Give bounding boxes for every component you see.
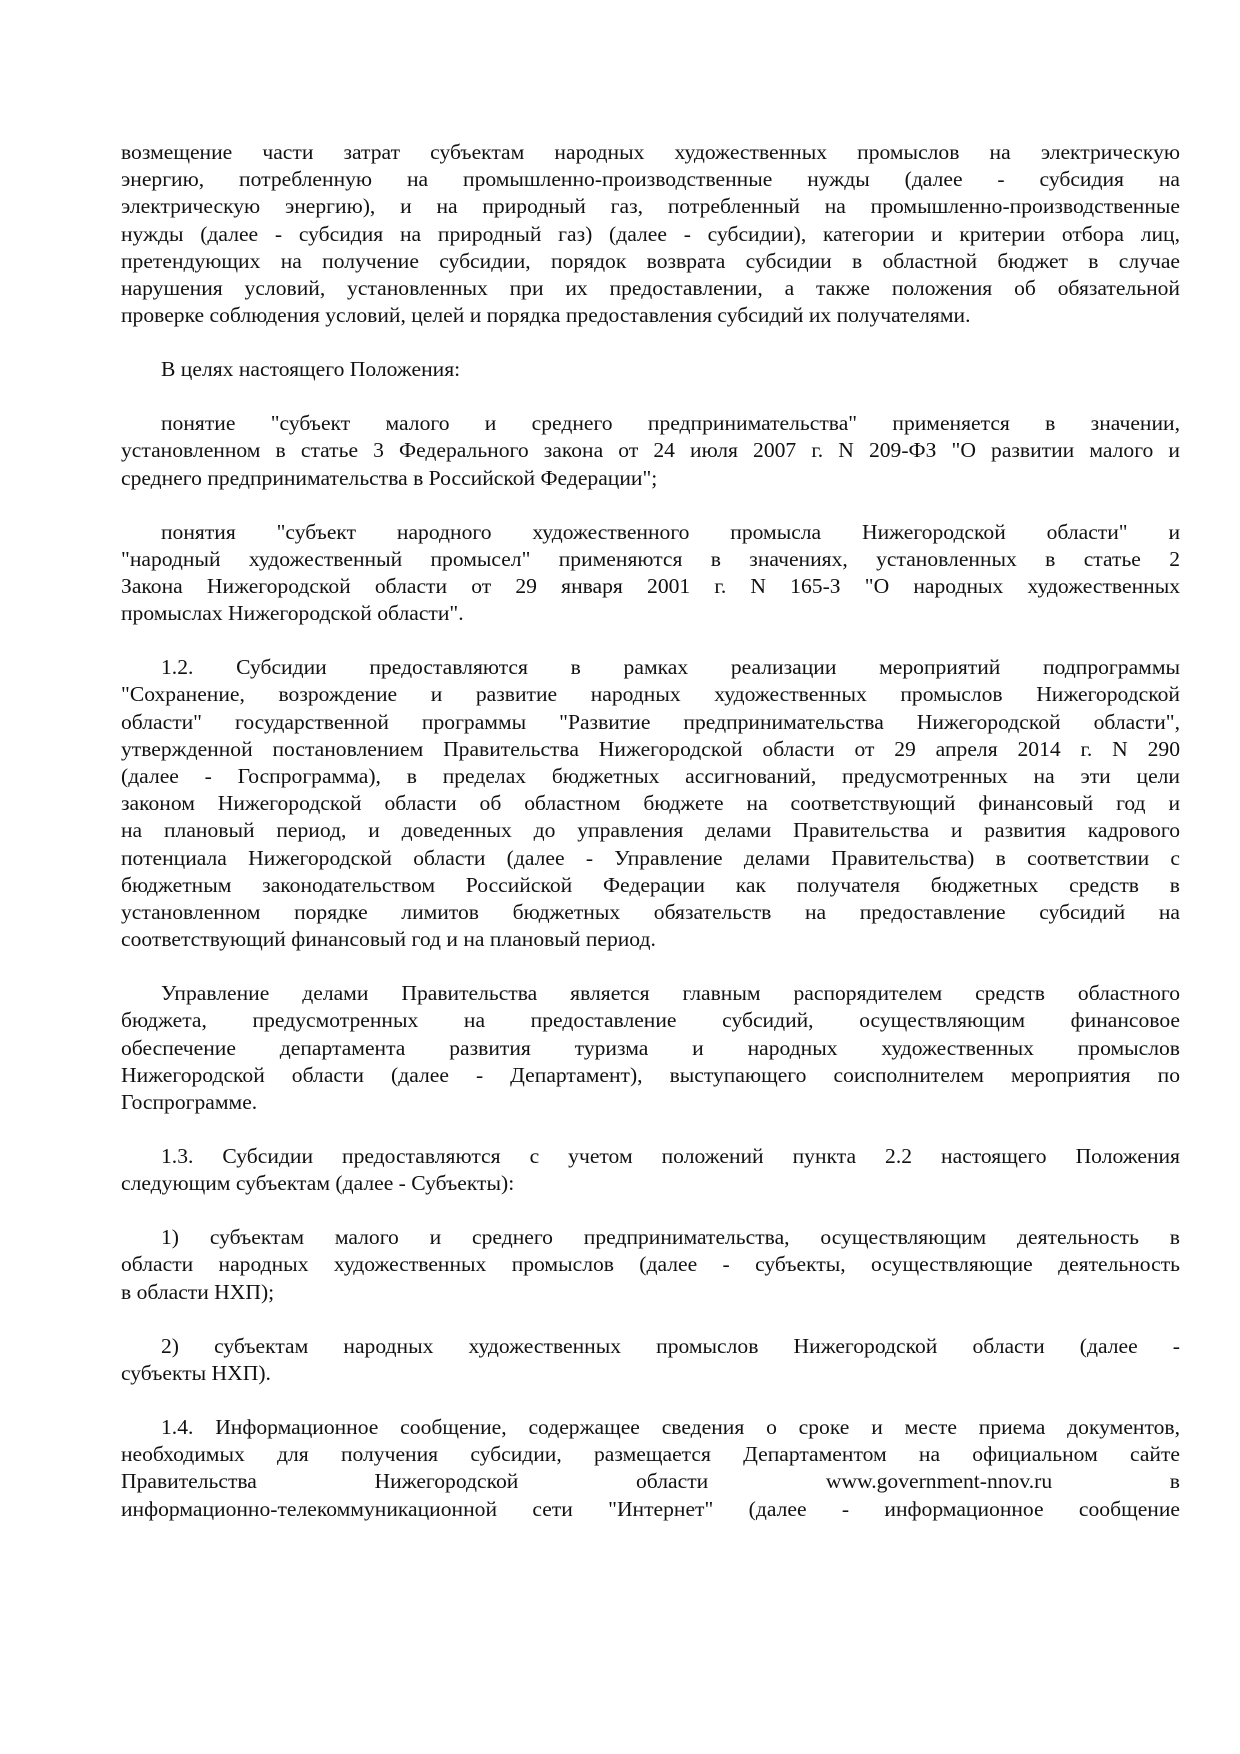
text-line: области народных художественных промыслов (далее - субъекты, осуществляющие деятельность — [121, 1252, 1180, 1277]
text-line: бюджета, предусмотренных на предоставление субсидий, осуществляющим финансовое — [121, 1008, 1180, 1033]
text-line: бюджетным законодательством Российской Федерации как получателя бюджетных средств в — [121, 872, 1180, 897]
text-line: претендующих на получение субсидии, порядок возврата субсидии в областной бюджет в случае — [121, 248, 1180, 273]
text-line: промыслах Нижегородской области". — [121, 601, 464, 626]
text-line: необходимых для получения субсидии, размещается Департаментом на официальном сайте — [121, 1442, 1180, 1467]
document-page — [121, 139, 1180, 1550]
text-line: среднего предпринимательства в Российской Федерации"; — [121, 465, 658, 490]
text-line: понятия "субъект народного художественного промысла Нижегородской области" и — [161, 519, 1180, 544]
paragraph-definition-folk-crafts — [121, 519, 1180, 628]
paragraph-1-3 — [121, 1143, 1180, 1197]
text-line: субъекты НХП). — [121, 1360, 271, 1385]
text-line: 2) субъектам народных художественных промыслов Нижегородской области (далее - — [161, 1333, 1180, 1358]
text-line: Закона Нижегородской области от 29 января 2001 г. N 165-З "О народных художественных — [121, 574, 1180, 599]
paragraph-administration — [121, 980, 1180, 1116]
paragraph-intro-continuation — [121, 139, 1180, 329]
text-line: (далее - Госпрограмма), в пределах бюджетных ассигнований, предусмотренных на эти цели — [121, 764, 1180, 789]
paragraph-1-2 — [121, 654, 1180, 953]
text-line: в области НХП); — [121, 1279, 275, 1304]
text-line: Нижегородской области (далее - Департамент), выступающего соисполнителем мероприятия по — [121, 1062, 1180, 1087]
text-line: "народный художественный промысел" применяются в значениях, установленных в статье 2 — [121, 546, 1180, 571]
text-line: соответствующий финансовый год и на плановый период. — [121, 927, 656, 952]
text-line: следующим субъектам (далее - Субъекты): — [121, 1171, 515, 1196]
text-line: утвержденной постановлением Правительства Нижегородской области от 29 апреля 2014 г. N 290 — [121, 736, 1180, 761]
text-line: обеспечение департамента развития туризма и народных художественных промыслов — [121, 1035, 1180, 1060]
text-line: Управление делами Правительства является главным распорядителем средств областного — [161, 981, 1180, 1006]
text-line: Правительства Нижегородской области www.government-nnov.ru в — [121, 1469, 1180, 1494]
text-line: информационно-телекоммуникационной сети "Интернет" (далее - информационное сообщение — [121, 1496, 1180, 1521]
text-line: Госпрограмме. — [121, 1090, 258, 1115]
paragraph-1-3-item-1 — [121, 1224, 1180, 1306]
paragraph-1-3-item-2 — [121, 1333, 1180, 1387]
text-line: нужды (далее - субсидия на природный газ) (далее - субсидии), категории и критерии отбора лиц, — [121, 221, 1180, 246]
text-line: области" государственной программы "Развитие предпринимательства Нижегородской области", — [121, 709, 1180, 734]
text-line: понятие "субъект малого и среднего предпринимательства" применяется в значении, — [161, 411, 1180, 436]
text-line: энергию, потребленную на промышленно-производственные нужды (далее - субсидия на — [121, 167, 1180, 192]
text-line: нарушения условий, установленных при их предоставлении, а также положения об обязательной — [121, 276, 1180, 301]
text-line: установленном порядке лимитов бюджетных обязательств на предоставление субсидий на — [121, 900, 1180, 925]
text-line: на плановый период, и доведенных до управления делами Правительства и развития кадрового — [121, 818, 1180, 843]
text-line: В целях настоящего Положения: — [161, 357, 461, 382]
paragraph-definition-sme — [121, 410, 1180, 492]
paragraph-1-4 — [121, 1414, 1180, 1523]
text-line: 1) субъектам малого и среднего предпринимательства, осуществляющим деятельность в — [161, 1225, 1180, 1250]
text-line: 1.4. Информационное сообщение, содержащее сведения о сроке и месте приема документов, — [161, 1414, 1180, 1439]
text-line: 1.2. Субсидии предоставляются в рамках реализации мероприятий подпрограммы — [161, 655, 1180, 680]
text-line: законом Нижегородской области об областном бюджете на соответствующий финансовый год и — [121, 791, 1180, 816]
text-line: возмещение части затрат субъектам народных художественных промыслов на электрическую — [121, 140, 1180, 164]
paragraph-purposes — [121, 356, 1180, 383]
text-line: проверке соблюдения условий, целей и порядка предоставления субсидий их получателями. — [121, 303, 971, 328]
text-line: 1.3. Субсидии предоставляются с учетом положений пункта 2.2 настоящего Положения — [161, 1144, 1180, 1169]
text-line: установленном в статье 3 Федерального закона от 24 июля 2007 г. N 209-ФЗ "О развитии малого и — [121, 438, 1180, 463]
text-line: электрическую энергию), и на природный газ, потребленный на промышленно-производственные — [121, 194, 1180, 219]
text-line: потенциала Нижегородской области (далее - Управление делами Правительства) в соответствии с — [121, 845, 1180, 870]
text-line: "Сохранение, возрождение и развитие народных художественных промыслов Нижегородской — [121, 682, 1180, 707]
